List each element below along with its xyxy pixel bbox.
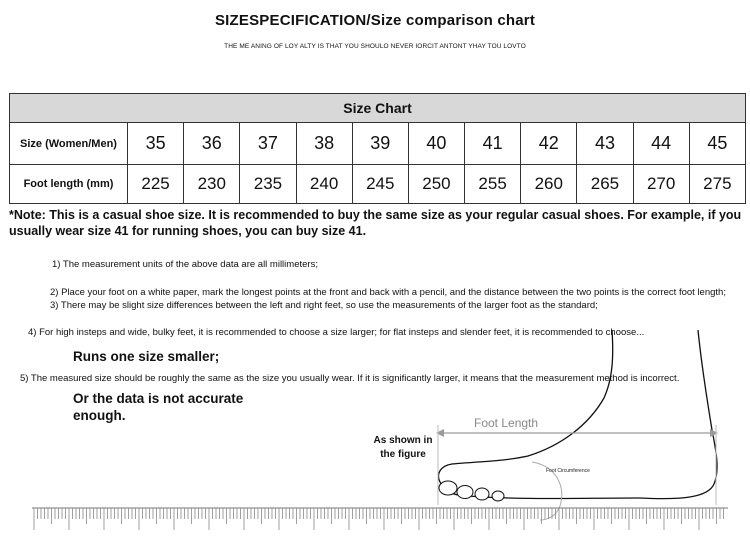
foot-length-label: Foot Length: [474, 416, 539, 430]
size-cell: 42: [521, 123, 577, 165]
runs-small-text: Runs one size smaller;: [73, 349, 220, 364]
size-note: *Note: This is a casual shoe size. It is recommended to buy the same size as your regular casual shoes. For example, if you usually wear size 41 for running shoes, you can buy size 41.: [9, 208, 742, 238]
size-cell: 36: [184, 123, 240, 165]
size-cell: 41: [465, 123, 521, 165]
arrow-head-right: [710, 429, 718, 437]
foot-length-cell: 265: [577, 165, 633, 204]
size-cell: 35: [128, 123, 184, 165]
toe-3: [475, 488, 489, 500]
foot-length-cell: 245: [352, 165, 408, 204]
foot-length-cell: 225: [128, 165, 184, 204]
foot-length-row-label: Foot length (mm): [10, 165, 128, 204]
page-title: SIZESPECIFICATION/Size comparison chart: [214, 12, 536, 29]
toe-4: [492, 491, 504, 501]
as-shown-caption: As shown in the figure: [373, 435, 433, 460]
instruction-5: 5) The measured size should be roughly the same as the size you usually wear. If it is significantly larger, it means that the measurement method is incorrect.: [20, 373, 680, 384]
page-subtitle: THE ME ANING OF LOY ALTY IS THAT YOU SHOULO NEVER IORCIT ANTONT YHAY TOU LOVTO: [224, 43, 526, 50]
foot-length-cell: 240: [296, 165, 352, 204]
foot-length-cell: 250: [408, 165, 464, 204]
toe-2: [457, 486, 473, 499]
foot-length-cell: 255: [465, 165, 521, 204]
size-row-label: Size (Women/Men): [10, 123, 128, 165]
size-cell: 39: [352, 123, 408, 165]
instruction-1: 1) The measurement units of the above data are all millimeters;: [52, 259, 318, 270]
size-cell: 45: [689, 123, 745, 165]
size-cell: 38: [296, 123, 352, 165]
size-chart-caption: Size Chart: [10, 94, 746, 123]
foot-length-cell: 270: [633, 165, 689, 204]
toe-1: [439, 481, 457, 495]
size-cell: 43: [577, 123, 633, 165]
foot-length-cell: 230: [184, 165, 240, 204]
size-cell: 37: [240, 123, 296, 165]
size-cell: 44: [633, 123, 689, 165]
foot-length-cell: 235: [240, 165, 296, 204]
foot-length-cell: 260: [521, 165, 577, 204]
not-accurate-text: Or the data is not accurate enough.: [73, 391, 244, 423]
measuring-ruler: [32, 508, 728, 530]
size-cell: 40: [408, 123, 464, 165]
foot-circumference-label: Foot Circumference: [546, 468, 590, 474]
instruction-4: 4) For high insteps and wide, bulky feet, it is recommended to choose a size larger; for flat insteps and slender feet, it is recommended to choose...: [28, 327, 645, 338]
instruction-2-3: 2) Place your foot on a white paper, mark the longest points at the front and back with a pencil, and the distance between the two points is the correct foot length; 3) There may be slight size differences between the left and right feet, so use the measurements of the larger foot as the standard;: [50, 287, 726, 311]
foot-length-cell: 275: [689, 165, 745, 204]
